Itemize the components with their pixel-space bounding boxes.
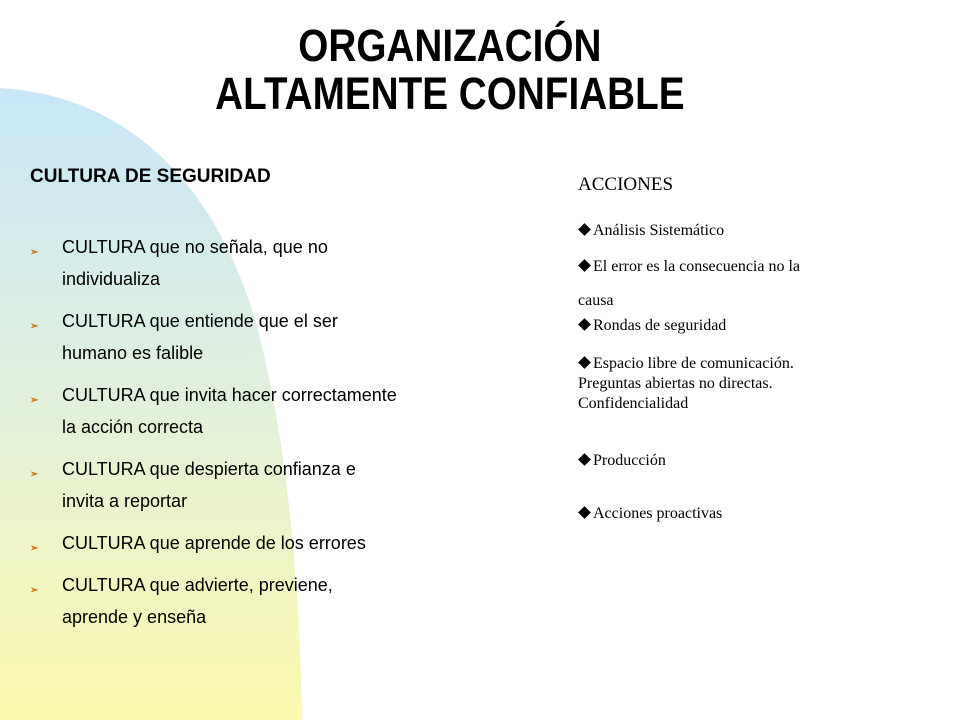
- arrow-bullet-icon: ➢: [30, 469, 39, 480]
- arrow-bullet-icon: ➢: [30, 543, 39, 554]
- arrow-bullet-icon: ➢: [30, 585, 39, 596]
- list-item-line-1: CULTURA que advierte, previene,: [62, 575, 333, 595]
- list-item-line-2: aprende y enseña: [62, 607, 207, 627]
- arrow-bullet-icon: ➢: [30, 321, 39, 332]
- list-item: [30, 527, 480, 559]
- list-item: [578, 250, 868, 318]
- list-item-line-2: individualiza: [62, 269, 161, 289]
- list-item-line-2: causa: [578, 292, 614, 309]
- right-section-heading: ACCIONES: [578, 174, 674, 195]
- diamond-bullet-icon: [578, 259, 591, 272]
- list-item-line-1: Producción: [593, 452, 666, 469]
- list-item: [30, 453, 480, 517]
- page-title: [63, 22, 837, 118]
- list-item-line-2: invita a reportar: [62, 491, 188, 511]
- left-bullet-list: [30, 231, 480, 643]
- list-item-line-1: CULTURA que aprende de los errores: [62, 533, 366, 553]
- list-item-line-1: El error es la consecuencia no la: [593, 258, 801, 275]
- list-item: [578, 315, 868, 337]
- diamond-bullet-icon: [578, 223, 591, 236]
- list-item-line-1: CULTURA que despierta confianza e: [62, 459, 356, 479]
- arrow-bullet-icon: ➢: [30, 395, 39, 406]
- list-item-line-1: CULTURA que entiende que el ser: [62, 311, 338, 331]
- list-item-line-1: Acciones proactivas: [593, 505, 723, 522]
- list-item-line-2: Preguntas abiertas no directas.: [578, 375, 773, 392]
- list-item: [30, 305, 480, 369]
- diamond-bullet-icon: [578, 506, 591, 519]
- list-item: [578, 354, 868, 414]
- title-line-1: ORGANIZACIÓN: [298, 20, 602, 71]
- list-item-line-1: Espacio libre de comunicación.: [593, 355, 794, 372]
- list-item: [578, 450, 868, 472]
- left-section-heading: CULTURA DE SEGURIDAD: [30, 166, 271, 187]
- title-line-2: ALTAMENTE CONFIABLE: [215, 68, 685, 119]
- list-item-line-1: CULTURA que invita hacer correctamente: [62, 385, 397, 405]
- list-item: [30, 231, 480, 295]
- diamond-bullet-icon: [578, 318, 591, 331]
- list-item: [30, 569, 480, 633]
- list-item-line-3: Confidencialidad: [578, 395, 689, 412]
- list-item: [578, 503, 868, 525]
- list-item-line-2: humano es falible: [62, 343, 204, 363]
- list-item-line-2: la acción correcta: [62, 417, 204, 437]
- list-item-line-1: Rondas de seguridad: [593, 317, 727, 334]
- diamond-bullet-icon: [578, 356, 591, 369]
- list-item-line-1: Análisis Sistemático: [593, 222, 725, 239]
- diamond-bullet-icon: [578, 453, 591, 466]
- arrow-bullet-icon: ➢: [30, 247, 39, 258]
- list-item: [30, 379, 480, 443]
- list-item: [578, 220, 868, 242]
- list-item-line-1: CULTURA que no señala, que no: [62, 237, 328, 257]
